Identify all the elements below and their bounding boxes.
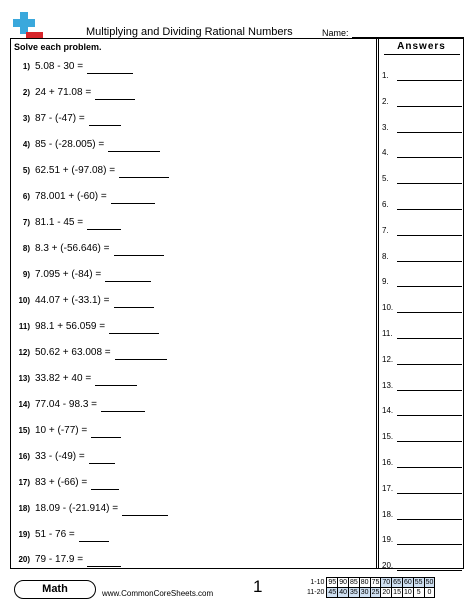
problem-13 (14, 372, 137, 386)
work-blank[interactable] (115, 347, 167, 360)
answer-4[interactable] (382, 147, 462, 159)
problem-expression: 78.001 + (-60) = (35, 191, 107, 202)
answer-number: 10. (382, 303, 394, 313)
problem-number: 18) (18, 504, 30, 513)
problem-expression: 83 + (-66) = (35, 477, 88, 488)
problem-number: 10) (18, 296, 30, 305)
problem-number: 20) (18, 555, 30, 564)
answer-number: 5. (382, 174, 389, 184)
problem-number: 11) (18, 322, 30, 331)
work-blank[interactable] (109, 321, 159, 334)
answer-18[interactable] (382, 509, 462, 521)
problem-11 (14, 320, 159, 334)
problem-number: 15) (18, 426, 30, 435)
problem-14 (14, 398, 145, 412)
score-table (306, 577, 435, 598)
answer-5[interactable] (382, 173, 462, 185)
answer-6[interactable] (382, 199, 462, 211)
problem-expression: 87 - (-47) = (35, 113, 85, 124)
problem-expression: 98.1 + 56.059 = (35, 321, 106, 332)
score-cell: 35 (349, 589, 358, 596)
answer-line[interactable] (397, 364, 462, 365)
problem-expression: 33 - (-49) = (35, 451, 85, 462)
answer-number: 18. (382, 509, 394, 519)
problem-17 (14, 476, 119, 490)
work-blank[interactable] (105, 269, 151, 282)
answer-13[interactable] (382, 380, 462, 392)
answer-12[interactable] (382, 354, 462, 366)
answer-line[interactable] (397, 570, 462, 571)
score-cell: 80 (360, 579, 369, 586)
problem-number: 8) (22, 244, 30, 253)
score-cell: 20 (382, 589, 391, 596)
problem-number: 14) (18, 400, 30, 409)
answers-heading-underline (384, 54, 460, 55)
problem-number: 3) (22, 114, 30, 123)
answer-16[interactable] (382, 457, 462, 469)
problem-expression: 18.09 - (-21.914) = (35, 503, 119, 514)
problem-expression: 44.07 + (-33.1) = (35, 295, 110, 306)
answer-number: 19. (382, 535, 394, 545)
problem-expression: 7.095 + (-84) = (35, 269, 102, 280)
work-blank[interactable] (122, 503, 168, 516)
work-blank[interactable] (89, 451, 115, 464)
problem-expression: 77.04 - 98.3 = (35, 399, 97, 410)
answer-line[interactable] (397, 441, 462, 442)
answer-number: 4. (382, 148, 389, 158)
worksheet-title: Multiplying and Dividing Rational Numbers (86, 26, 293, 38)
problem-number: 2) (22, 88, 30, 97)
answer-7[interactable] (382, 225, 462, 237)
problem-expression: 85 - (-28.005) = (35, 139, 105, 150)
score-cell: 15 (393, 589, 401, 596)
work-blank[interactable] (87, 217, 121, 230)
answer-line[interactable] (397, 235, 462, 236)
problem-number: 4) (22, 140, 30, 149)
problem-12 (14, 346, 167, 360)
score-row (306, 588, 435, 598)
answer-line[interactable] (397, 493, 462, 494)
answer-number: 14. (382, 406, 394, 416)
answer-number: 1. (382, 71, 389, 80)
problem-number: 16) (18, 452, 30, 461)
problem-expression: 8.3 + (-56.646) = (35, 243, 110, 254)
footer (10, 573, 464, 603)
problem-15 (14, 424, 121, 438)
problem-5 (14, 164, 169, 178)
problem-3 (14, 112, 121, 126)
work-blank[interactable] (114, 295, 154, 308)
problem-number: 19) (18, 530, 30, 539)
problem-number: 9) (22, 270, 30, 279)
answer-number: 17. (382, 483, 394, 493)
work-blank[interactable] (111, 191, 155, 204)
work-blank[interactable] (108, 139, 160, 152)
answer-line[interactable] (397, 390, 462, 391)
answer-line[interactable] (397, 209, 462, 210)
score-cell: 95 (328, 579, 337, 586)
work-blank[interactable] (95, 373, 137, 386)
score-cell: 85 (349, 579, 358, 586)
score-cell: 30 (360, 589, 369, 596)
problem-number: 5) (22, 166, 30, 175)
answer-line[interactable] (397, 467, 462, 468)
score-cell: 45 (328, 589, 337, 596)
score-cell: 75 (371, 579, 380, 586)
answer-19[interactable] (382, 534, 462, 546)
answer-9[interactable] (382, 276, 462, 288)
instructions: Solve each problem. (14, 42, 102, 52)
answer-line[interactable] (397, 261, 462, 262)
score-row-label: 1-10 (310, 579, 325, 586)
answer-number: 6. (382, 200, 389, 209)
problem-expression: 5.08 - 30 = (35, 61, 84, 72)
problem-number: 6) (22, 192, 30, 201)
problem-number: 12) (18, 348, 30, 357)
answer-line[interactable] (397, 80, 462, 81)
problem-6 (14, 190, 155, 204)
problem-expression: 62.51 + (-97.08) = (35, 165, 116, 176)
problem-number: 1) (22, 62, 30, 71)
work-blank[interactable] (89, 113, 121, 126)
score-row-label: 11-20 (307, 589, 325, 596)
problem-expression: 79 - 17.9 = (35, 554, 84, 565)
answer-line[interactable] (397, 106, 462, 107)
answer-number: 15. (382, 432, 394, 442)
answers-heading: Answers (397, 41, 446, 52)
work-blank[interactable] (119, 165, 169, 178)
work-blank[interactable] (114, 243, 164, 256)
problem-16 (14, 450, 115, 464)
problem-expression: 51 - 76 = (35, 529, 75, 540)
answer-number: 3. (382, 122, 389, 132)
problem-7 (14, 216, 121, 230)
problem-number: 17) (18, 478, 30, 487)
problem-1 (14, 60, 133, 74)
answer-number: 12. (382, 354, 394, 364)
work-blank[interactable] (87, 61, 133, 74)
answer-8[interactable] (382, 251, 462, 263)
work-blank[interactable] (95, 87, 135, 100)
answer-number: 13. (382, 380, 394, 390)
score-row (306, 578, 435, 588)
answer-line[interactable] (397, 544, 462, 545)
answer-line[interactable] (397, 183, 462, 184)
answer-11[interactable] (382, 328, 462, 340)
problem-19 (14, 528, 109, 542)
answer-line[interactable] (397, 415, 462, 416)
problem-2 (14, 86, 135, 100)
score-cell: 5 (413, 588, 424, 598)
score-cell: 65 (393, 579, 401, 586)
problem-20 (14, 553, 121, 567)
answer-line[interactable] (397, 286, 462, 287)
score-cell: 60 (403, 579, 412, 586)
answers-divider (376, 38, 379, 569)
plus-minus-logo-icon (12, 12, 44, 40)
score-cell: 70 (382, 579, 391, 586)
answer-15[interactable] (382, 431, 462, 443)
website-link[interactable]: www.CommonCoreSheets.com (102, 589, 214, 598)
answer-line[interactable] (397, 132, 462, 133)
problem-expression: 10 + (-77) = (35, 425, 88, 436)
problem-expression: 33.82 + 40 = (35, 373, 92, 384)
score-cell: 55 (414, 579, 423, 586)
answer-number: 7. (382, 225, 389, 235)
problem-10 (14, 294, 154, 308)
score-cell: 90 (339, 579, 347, 586)
problem-number: 13) (18, 374, 30, 383)
answer-line[interactable] (397, 519, 462, 520)
problem-expression: 50.62 + 63.008 = (35, 347, 111, 358)
answer-number: 16. (382, 458, 394, 467)
answer-number: 9. (382, 277, 389, 287)
answer-17[interactable] (382, 483, 462, 495)
problem-expression: 81.1 - 45 = (35, 217, 84, 228)
answer-3[interactable] (382, 122, 462, 134)
answer-number: 20. (382, 561, 394, 571)
subject-badge: Math (14, 580, 96, 599)
name-label: Name: (322, 28, 349, 38)
problem-18 (14, 502, 168, 516)
score-cell: 10 (403, 589, 412, 596)
score-cell: 40 (339, 589, 347, 596)
score-cell: 50 (425, 579, 434, 586)
problem-number: 7) (22, 218, 30, 227)
page-number: 1 (253, 577, 263, 596)
work-blank[interactable] (79, 529, 109, 542)
problem-9 (14, 268, 151, 282)
work-blank[interactable] (87, 554, 121, 567)
problem-8 (14, 242, 164, 256)
problem-4 (14, 138, 160, 152)
answer-line[interactable] (397, 312, 462, 313)
answer-line[interactable] (397, 338, 462, 339)
answer-20[interactable] (382, 560, 462, 572)
answer-10[interactable] (382, 302, 462, 314)
answer-line[interactable] (397, 157, 462, 158)
answer-number: 2. (382, 96, 389, 106)
answer-number: 11. (382, 329, 393, 338)
answer-2[interactable] (382, 96, 462, 108)
work-blank[interactable] (91, 425, 121, 438)
problem-expression: 24 + 71.08 = (35, 87, 92, 98)
answer-number: 8. (382, 251, 389, 261)
score-cell: 0 (424, 588, 435, 598)
answer-1[interactable] (382, 70, 462, 82)
work-blank[interactable] (91, 477, 119, 490)
work-blank[interactable] (101, 399, 145, 412)
score-cell: 25 (371, 589, 380, 596)
answer-14[interactable] (382, 405, 462, 417)
